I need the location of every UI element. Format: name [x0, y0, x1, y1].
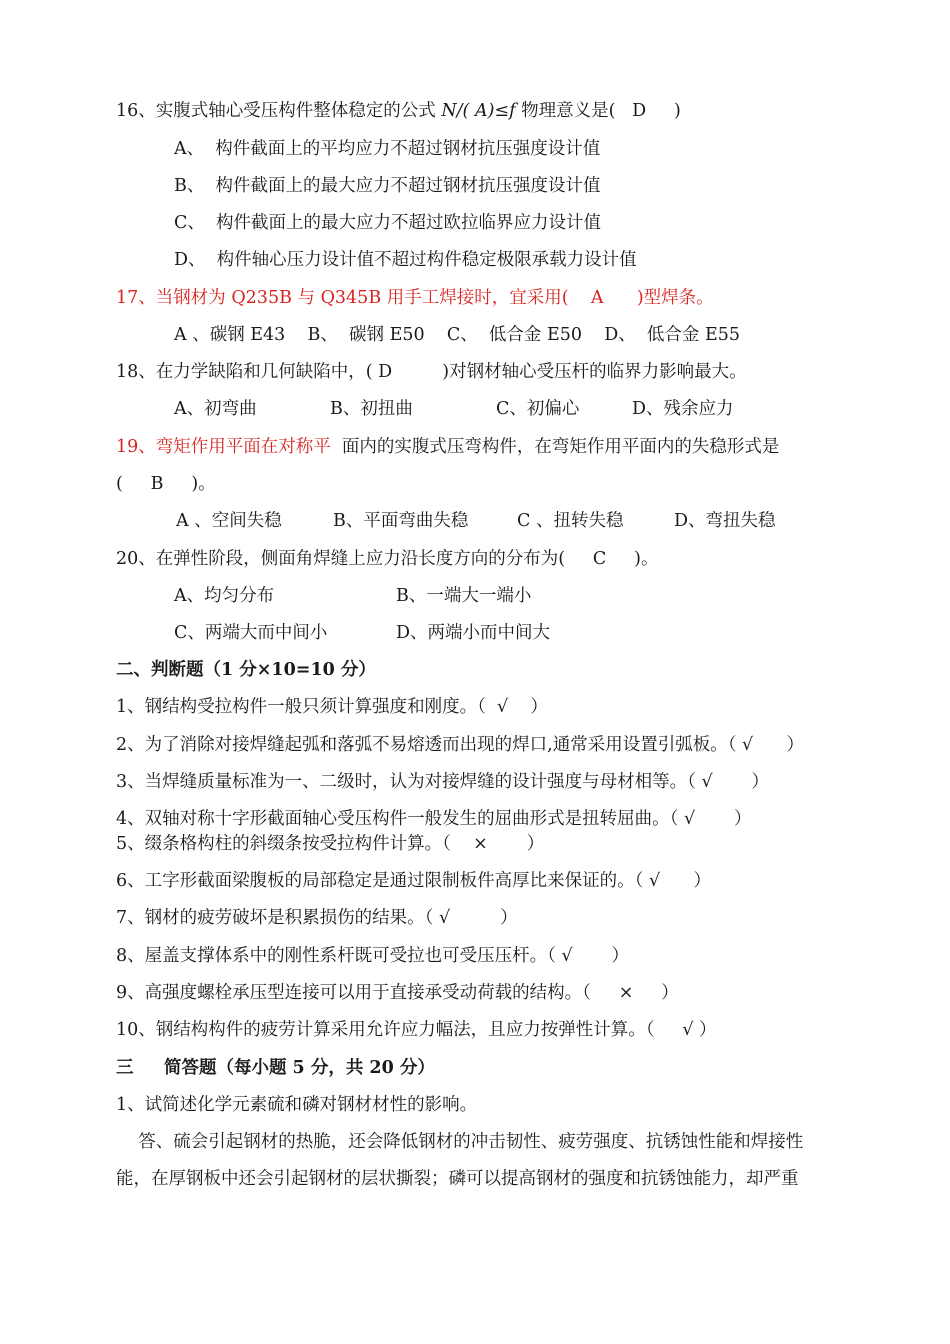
q20-option-d: D、两端小而中间大	[396, 623, 551, 643]
q20-option-b: B、一端大一端小	[396, 586, 532, 606]
judge-item-4: 4、双轴对称十字形截面轴心受压构件一般发生的屈曲形式是扭转屈曲。（ √ ）	[116, 809, 752, 829]
judge-item-2: 2、为了消除对接焊缝起弧和落弧不易熔透而出现的焊口,通常采用设置引弧板。（ √ ）	[116, 735, 805, 755]
q20-question: 20、在弹性阶段，侧面角焊缝上应力沿长度方向的分布为( C )。	[116, 549, 659, 569]
q18-option-b: B、初扭曲	[330, 399, 413, 419]
answer-paragraph-line1: 答、硫会引起钢材的热脆，还会降低钢材的冲击韧性、疲劳强度、抗锈蚀性能和焊接性	[116, 1132, 804, 1152]
q19-option-a: A 、空间失稳	[176, 511, 282, 531]
judge-item-9: 9、高强度螺栓承压型连接可以用于直接承受动荷载的结构。（ × ）	[116, 983, 679, 1003]
q16-question: 16、实腹式轴心受压构件整体稳定的公式 N/( A)≤f 物理意义是( D )	[116, 101, 681, 121]
q18-option-c: C、初偏心	[496, 399, 580, 419]
judge-item-3: 3、当焊缝质量标准为一、二级时，认为对接焊缝的设计强度与母材相等。（ √ ）	[116, 772, 770, 792]
q16-option-d: D、 构件轴心压力设计值不超过构件稳定极限承载力设计值	[174, 250, 637, 270]
q19-option-b: B、平面弯曲失稳	[333, 511, 469, 531]
judge-item-7: 7、钢材的疲劳破坏是积累损伤的结果。（ √ ）	[116, 908, 518, 928]
q16-option-c: C、 构件截面上的最大应力不超过欧拉临界应力设计值	[174, 213, 602, 233]
judge-item-5: 5、缀条格构柱的斜缀条按受拉构件计算。（ × ）	[116, 834, 545, 854]
q19-option-d: D、弯扭失稳	[674, 511, 776, 531]
q18-option-d: D、残余应力	[632, 399, 734, 419]
judge-item-8: 8、屋盖支撑体系中的刚性系杆既可受拉也可受压压杆。（ √ ）	[116, 946, 630, 966]
section3-heading: 三 简答题（每小题 5 分，共 20 分）	[116, 1058, 435, 1078]
q19-answer-line: ( B )。	[116, 474, 216, 494]
judge-item-10: 10、钢结构构件的疲劳计算采用允许应力幅法，且应力按弹性计算。（ √ ）	[116, 1020, 717, 1040]
q18-question: 18、在力学缺陷和几何缺陷中，( D )对钢材轴心受压杆的临界力影响最大。	[116, 362, 747, 382]
q20-option-c: C、两端大而中间小	[174, 623, 328, 643]
q19-option-c: C 、扭转失稳	[517, 511, 624, 531]
answer-paragraph-line2: 能，在厚钢板中还会引起钢材的层状撕裂；磷可以提高钢材的强度和抗锈蚀能力，却严重	[116, 1169, 799, 1189]
q20-option-a: A、均匀分布	[174, 586, 275, 606]
short-answer-q1: 1、试简述化学元素硫和磷对钢材材性的影响。	[116, 1095, 478, 1115]
judge-item-1: 1、钢结构受拉构件一般只须计算强度和刚度。（ √ ）	[116, 697, 548, 717]
q16-option-a: A、 构件截面上的平均应力不超过钢材抗压强度设计值	[174, 139, 601, 159]
judge-item-6: 6、工字形截面梁腹板的局部稳定是通过限制板件高厚比来保证的。（ √ ）	[116, 871, 711, 891]
q18-option-a: A、初弯曲	[174, 399, 257, 419]
q16-formula: N/( A)≤f	[441, 101, 516, 121]
q19-question: 19、弯矩作用平面在对称平 面内的实腹式压弯构件，在弯矩作用平面内的失稳形式是	[116, 437, 780, 457]
q17-question: 17、当钢材为 Q235B 与 Q345B 用手工焊接时，宜采用( A )型焊条。	[116, 288, 714, 308]
q16-option-b: B、 构件截面上的最大应力不超过钢材抗压强度设计值	[174, 176, 601, 196]
q17-options: A 、碳钢 E43 B、 碳钢 E50 C、 低合金 E50 D、 低合金 E55	[174, 325, 741, 345]
section2-heading: 二、判断题（1 分×10=10 分）	[116, 660, 376, 680]
